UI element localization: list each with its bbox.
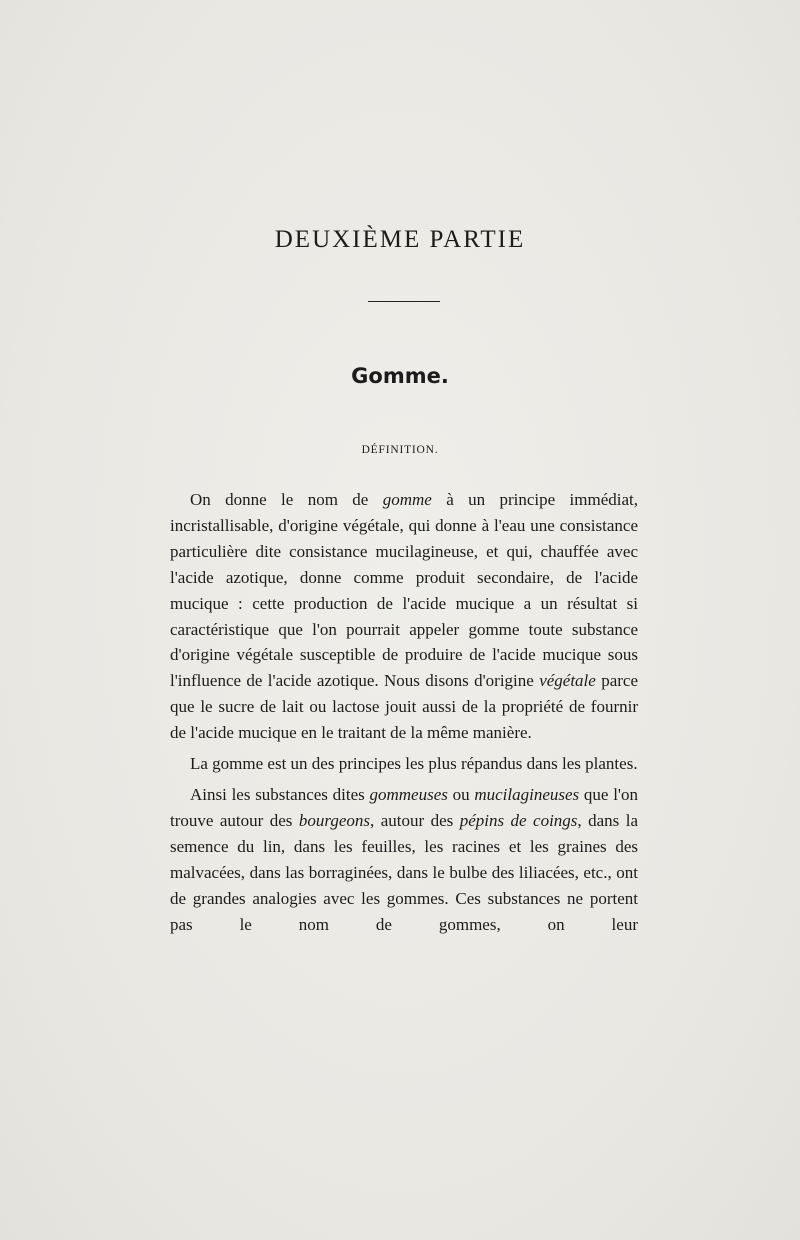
part-title: DEUXIÈME PARTIE [274, 226, 526, 253]
italic-term: végétale [539, 671, 596, 691]
text-run: parce que le sucre de lait ou lactose jouit aussi de la propriété de fournir de l'acide mucique en le traitant de la même manière. [170, 671, 638, 743]
title-divider [368, 301, 440, 302]
text-run: à un principe immédiat, incristallisable, d'origine végétale, qui donne à l'eau une consistance particulière dite consistance mucilagineuse, et qui, chauffée avec l'acide azotique, donne comme produit secondaire, de l'acide mucique : cette production de l'acide mucique a un résultat si caractéristique que l'on pourrait appeler gomme toute substance d'origine végétale susceptible de produire de l'acide mucique sous l'influence de l'acide azotique. Nous disons d'origine [170, 490, 639, 691]
text-run: , dans la semence du lin, dans les feuilles, les racines et les graines des malvacées, dans las borraginées, dans le bulbe des liliacées, etc., ont de grandes analogies avec les gommes. Ces substances ne portent pas le nom de gommes, on leur [170, 810, 638, 934]
paragraph [170, 782, 638, 937]
text-run: que l'on trouve autour des [170, 784, 638, 830]
text-run: ou [447, 784, 475, 804]
italic-term: bourgeons [298, 810, 371, 830]
italic-term: pépins de coings [459, 810, 578, 830]
italic-term: gomme [382, 490, 432, 509]
chapter-title: Gomme. [351, 364, 449, 388]
body-text [170, 487, 638, 937]
text-run: La gomme est un des principes les plus répandus dans les plantes. [190, 754, 638, 774]
text-run: Ainsi les substances dites [190, 784, 370, 804]
paragraph [170, 487, 638, 746]
paragraph [170, 751, 638, 777]
text-run: On donne le nom de [190, 490, 383, 509]
text-run: , autour des [370, 810, 460, 830]
section-title: DÉFINITION. [361, 444, 439, 456]
italic-term: mucilagineuses [474, 784, 580, 804]
italic-term: gommeuses [369, 784, 448, 804]
